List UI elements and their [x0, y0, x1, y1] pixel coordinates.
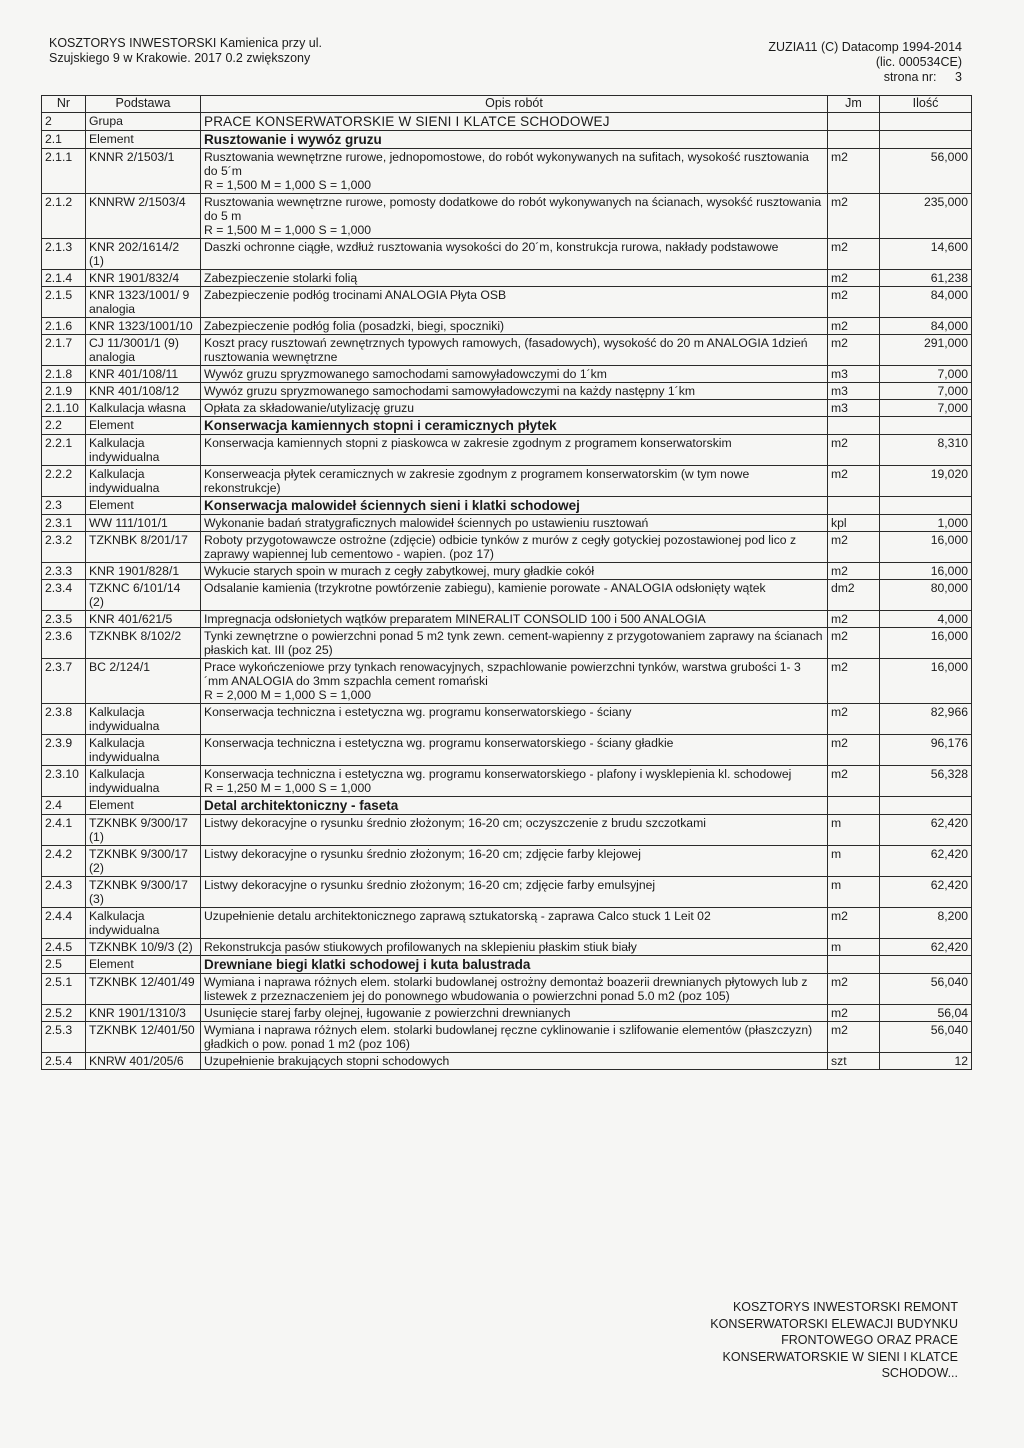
table-row — [42, 515, 972, 532]
calculation-params: R = 1,500 M = 1,000 S = 1,000 — [204, 223, 372, 237]
cell-opis — [201, 466, 828, 497]
cell-nr: 2.5.4 — [42, 1053, 86, 1070]
cell-jm: m2 — [828, 659, 880, 704]
cell-nr: 2.2.2 — [42, 466, 86, 497]
description-text: Konserwacja malowideł ściennych sieni i klatki schodowej — [204, 498, 580, 513]
description-text: Rusztowania wewnętrzne rurowe, jednopomostowe, do robót wykonywanych na sufitach, wysokość rusztowania do 5´m — [204, 150, 809, 178]
cell-nr: 2.3.9 — [42, 735, 86, 766]
cell-podstawa: KNR 1323/1001/10 — [86, 318, 201, 335]
cell-ilosc: 16,000 — [880, 659, 972, 704]
table-row — [42, 563, 972, 580]
cell-ilosc: 8,200 — [880, 908, 972, 939]
page-number: 3 — [955, 70, 962, 84]
cell-ilosc: 80,000 — [880, 580, 972, 611]
cell-nr: 2.2 — [42, 417, 86, 435]
cell-ilosc — [880, 497, 972, 515]
cell-opis — [201, 580, 828, 611]
cell-opis — [201, 628, 828, 659]
description-text: Konserwacja techniczna i estetyczna wg. programu konserwatorskiego - plafony i wysklepienia kl. schodowej — [204, 767, 792, 781]
cell-jm: m2 — [828, 1005, 880, 1022]
table-row — [42, 532, 972, 563]
cell-nr: 2.4.3 — [42, 877, 86, 908]
description-text: Rusztowanie i wywóz gruzu — [204, 132, 382, 147]
cell-podstawa: TZKNBK 8/201/17 — [86, 532, 201, 563]
cell-nr: 2.4.2 — [42, 846, 86, 877]
description-text: Konserweacja płytek ceramicznych w zakresie zgodnym z programem konserwatorskim (w tym nowe rekonstrukcje) — [204, 467, 750, 495]
cell-ilosc: 16,000 — [880, 532, 972, 563]
cell-podstawa: Kalkulacja indywidualna — [86, 766, 201, 797]
cell-nr: 2.3.7 — [42, 659, 86, 704]
footer-line: SCHODOW... — [881, 1366, 958, 1380]
footer-line: KOSZTORYS INWESTORSKI REMONT — [732, 1300, 958, 1314]
cell-opis — [201, 974, 828, 1005]
cell-nr: 2.4 — [42, 797, 86, 815]
cell-ilosc — [880, 417, 972, 435]
cell-jm: m — [828, 846, 880, 877]
cell-podstawa: BC 2/124/1 — [86, 659, 201, 704]
cell-nr: 2.2.1 — [42, 435, 86, 466]
cell-jm: m2 — [828, 318, 880, 335]
description-text: Listwy dekoracyjne o rysunku średnio złożonym; 16-20 cm; zdjęcie farby emulsyjnej — [204, 878, 656, 892]
cell-jm: m3 — [828, 383, 880, 400]
cell-ilosc: 7,000 — [880, 366, 972, 383]
cell-jm: m2 — [828, 611, 880, 628]
cell-opis — [201, 939, 828, 956]
table-row — [42, 1005, 972, 1022]
cell-nr: 2.4.1 — [42, 815, 86, 846]
table-row — [42, 1022, 972, 1053]
cell-opis — [201, 611, 828, 628]
cell-podstawa: KNNRW 2/1503/4 — [86, 194, 201, 239]
cell-ilosc: 16,000 — [880, 563, 972, 580]
table-row — [42, 287, 972, 318]
table-row — [42, 939, 972, 956]
cell-nr: 2.1 — [42, 131, 86, 149]
cell-jm: m — [828, 815, 880, 846]
cell-opis — [201, 797, 828, 815]
cell-ilosc: 7,000 — [880, 400, 972, 417]
cell-podstawa: KNR 1901/1310/3 — [86, 1005, 201, 1022]
cell-nr: 2.1.2 — [42, 194, 86, 239]
cell-jm: kpl — [828, 515, 880, 532]
description-text: Konserwacja techniczna i estetyczna wg. programu konserwatorskiego - ściany — [204, 705, 632, 719]
description-text: Detal architektoniczny - faseta — [204, 798, 399, 813]
footer-line: KONSERWATORSKI ELEWACJI BUDYNKU — [710, 1316, 958, 1331]
cell-podstawa: TZKNBK 10/9/3 (2) — [86, 939, 201, 956]
cell-opis — [201, 532, 828, 563]
cell-ilosc: 56,000 — [880, 149, 972, 194]
cell-jm: m2 — [828, 335, 880, 366]
table-row — [42, 466, 972, 497]
cell-jm: m — [828, 877, 880, 908]
cell-opis — [201, 908, 828, 939]
cell-nr: 2.3.8 — [42, 704, 86, 735]
cell-ilosc: 56,040 — [880, 974, 972, 1005]
cell-nr: 2.5.2 — [42, 1005, 86, 1022]
cell-ilosc: 84,000 — [880, 287, 972, 318]
cell-ilosc — [880, 956, 972, 974]
cell-jm — [828, 797, 880, 815]
cell-jm — [828, 131, 880, 149]
description-text: Zabezpieczenie stolarki folią — [204, 271, 358, 285]
table-row — [42, 628, 972, 659]
document-header-left — [49, 36, 322, 66]
cell-ilosc: 61,238 — [880, 270, 972, 287]
document-header-right — [768, 40, 962, 85]
description-text: Odsalanie kamienia (trzykrotne powtórzenie zabiegu), kamienie porowate - ANALOGIA odsłonięty wątek — [204, 581, 766, 595]
column-header-ilosc: Ilość — [880, 96, 972, 113]
document-title-line2: Szujskiego 9 w Krakowie. 2017 0.2 zwiększony — [49, 51, 311, 65]
cell-nr: 2.5.1 — [42, 974, 86, 1005]
document-footer — [710, 1299, 958, 1382]
cell-opis — [201, 366, 828, 383]
cell-podstawa: WW 111/101/1 — [86, 515, 201, 532]
cell-podstawa: CJ 11/3001/1 (9) analogia — [86, 335, 201, 366]
cell-opis — [201, 735, 828, 766]
cell-jm: m2 — [828, 974, 880, 1005]
table-header-row — [42, 96, 972, 113]
cell-nr: 2.3.1 — [42, 515, 86, 532]
cell-opis — [201, 270, 828, 287]
description-text: Drewniane biegi klatki schodowej i kuta balustrada — [204, 957, 531, 972]
table-row — [42, 194, 972, 239]
cell-podstawa: KNR 1901/832/4 — [86, 270, 201, 287]
cell-nr: 2.3.4 — [42, 580, 86, 611]
cell-opis — [201, 417, 828, 435]
cell-podstawa: Element — [86, 417, 201, 435]
cell-jm: m2 — [828, 270, 880, 287]
cell-ilosc: 4,000 — [880, 611, 972, 628]
cell-ilosc: 56,04 — [880, 1005, 972, 1022]
cell-podstawa: KNR 1901/828/1 — [86, 563, 201, 580]
description-text: Koszt pracy rusztowań zewnętrznych typowych ramowych, (fasadowych), wysokość do 20 m ANALOGIA 1dzień rusztowania wewnętrzne — [204, 336, 808, 364]
cell-nr: 2.1.1 — [42, 149, 86, 194]
cell-jm — [828, 956, 880, 974]
footer-line: KONSERWATORSKIE W SIENI I KLATCE — [722, 1349, 958, 1364]
cell-podstawa: Element — [86, 131, 201, 149]
cell-podstawa: KNR 1323/1001/ 9 analogia — [86, 287, 201, 318]
cell-podstawa: TZKNBK 9/300/17 (2) — [86, 846, 201, 877]
element-row — [42, 131, 972, 149]
table-row — [42, 239, 972, 270]
cell-jm: m2 — [828, 239, 880, 270]
cell-opis — [201, 149, 828, 194]
cell-podstawa: KNNR 2/1503/1 — [86, 149, 201, 194]
table-row — [42, 766, 972, 797]
cell-podstawa: Element — [86, 797, 201, 815]
cell-podstawa: KNRW 401/205/6 — [86, 1053, 201, 1070]
description-text: Wymiana i naprawa różnych elem. stolarki budowlanej ręczne cyklinowanie i szlifowanie elementów (płaszczyzn) gładkich o pow. ponad 1 m2 (poz 106) — [204, 1023, 813, 1051]
cell-nr: 2.5 — [42, 956, 86, 974]
cell-ilosc — [880, 113, 972, 131]
table-row — [42, 270, 972, 287]
table-row — [42, 659, 972, 704]
table-row — [42, 704, 972, 735]
cell-jm: m2 — [828, 287, 880, 318]
cell-podstawa: Kalkulacja własna — [86, 400, 201, 417]
cell-jm: m2 — [828, 194, 880, 239]
cell-opis — [201, 335, 828, 366]
cell-ilosc: 82,966 — [880, 704, 972, 735]
cell-podstawa: KNR 401/108/12 — [86, 383, 201, 400]
cell-jm: m2 — [828, 563, 880, 580]
cell-jm: m2 — [828, 466, 880, 497]
cell-nr: 2.5.3 — [42, 1022, 86, 1053]
cell-jm: m2 — [828, 766, 880, 797]
element-row — [42, 797, 972, 815]
column-header-nr: Nr — [42, 96, 86, 113]
cell-nr: 2.3.2 — [42, 532, 86, 563]
cell-ilosc: 19,020 — [880, 466, 972, 497]
table-row — [42, 815, 972, 846]
description-text: Zabezpieczenie podłóg trocinami ANALOGIA Płyta OSB — [204, 288, 507, 302]
cell-ilosc: 56,040 — [880, 1022, 972, 1053]
cell-ilosc: 291,000 — [880, 335, 972, 366]
cell-opis — [201, 563, 828, 580]
cell-jm: m2 — [828, 435, 880, 466]
description-text: PRACE KONSERWATORSKIE W SIENI I KLATCE SCHODOWEJ — [204, 114, 610, 129]
license-label: (lic. 000534CE) — [875, 55, 962, 69]
cell-ilosc: 62,420 — [880, 877, 972, 908]
description-text: Listwy dekoracyjne o rysunku średnio złożonym; 16-20 cm; oczyszczenie z brudu szczotkami — [204, 816, 706, 830]
table-row — [42, 611, 972, 628]
cell-podstawa: TZKNBK 9/300/17 (1) — [86, 815, 201, 846]
cell-ilosc: 62,420 — [880, 846, 972, 877]
description-text: Rekonstrukcja pasów stiukowych profilowanych na sklepieniu płaskim stiuk biały — [204, 940, 637, 954]
description-text: Listwy dekoracyjne o rysunku średnio złożonym; 16-20 cm; zdjęcie farby klejowej — [204, 847, 641, 861]
page-indicator — [768, 70, 962, 85]
table-row — [42, 435, 972, 466]
cell-podstawa: TZKNBK 12/401/50 — [86, 1022, 201, 1053]
cell-ilosc: 96,176 — [880, 735, 972, 766]
cell-ilosc: 14,600 — [880, 239, 972, 270]
cell-jm — [828, 497, 880, 515]
cell-nr: 2.4.4 — [42, 908, 86, 939]
cell-nr: 2.4.5 — [42, 939, 86, 956]
cell-nr: 2.1.8 — [42, 366, 86, 383]
cell-nr: 2.1.7 — [42, 335, 86, 366]
cell-podstawa: Kalkulacja indywidualna — [86, 466, 201, 497]
cell-ilosc: 84,000 — [880, 318, 972, 335]
description-text: Usunięcie starej farby olejnej, ługowanie z powierzchni drewnianych — [204, 1006, 571, 1020]
cell-jm: m2 — [828, 149, 880, 194]
description-text: Wykonanie badań stratygraficznych malowideł ściennych po ustawieniu rusztowań — [204, 516, 649, 530]
description-text: Uzupełnienie detalu architektonicznego zaprawą sztukatorską - zaprawa Calco stuck 1 Leit 02 — [204, 909, 711, 923]
cell-nr: 2.3.3 — [42, 563, 86, 580]
cell-jm: m3 — [828, 400, 880, 417]
cell-opis — [201, 704, 828, 735]
description-text: Wymiana i naprawa różnych elem. stolarki budowlanej ostrożny demontaż boazerii drewnianych płytowych lub z listewek z przeznaczeniem jej do ponownego wbudowania o powierzchni ponad 5.0 m2 (poz 105) — [204, 975, 808, 1003]
description-text: Wywóz gruzu spryzmowanego samochodami samowyładowczymi na każdy następny 1´km — [204, 384, 695, 398]
cell-jm: m2 — [828, 908, 880, 939]
cell-podstawa: KNR 401/108/11 — [86, 366, 201, 383]
cell-opis — [201, 815, 828, 846]
description-text: Uzupełnienie brakujących stopni schodowych — [204, 1054, 450, 1068]
cell-opis — [201, 956, 828, 974]
cell-ilosc: 12 — [880, 1053, 972, 1070]
cell-podstawa: Element — [86, 956, 201, 974]
cell-ilosc: 56,328 — [880, 766, 972, 797]
table-row — [42, 877, 972, 908]
description-text: Wywóz gruzu spryzmowanego samochodami samowyładowczymi do 1´km — [204, 367, 607, 381]
cell-nr: 2.1.9 — [42, 383, 86, 400]
cell-podstawa: TZKNBK 8/102/2 — [86, 628, 201, 659]
cell-podstawa: TZKNBK 9/300/17 (3) — [86, 877, 201, 908]
description-text: Rusztowania wewnętrzne rurowe, pomosty dodatkowe do robót wykonywanych na ścianach, wysokść rusztowania do 5 m — [204, 195, 822, 223]
software-label: ZUZIA11 (C) Datacomp 1994-2014 — [768, 40, 962, 54]
table-row — [42, 1053, 972, 1070]
cell-ilosc: 1,000 — [880, 515, 972, 532]
description-text: Konserwacja techniczna i estetyczna wg. programu konserwatorskiego - ściany gładkie — [204, 736, 674, 750]
column-header-podstawa: Podstawa — [86, 96, 201, 113]
cell-nr: 2.1.10 — [42, 400, 86, 417]
cell-opis — [201, 318, 828, 335]
cell-opis — [201, 400, 828, 417]
table-row — [42, 580, 972, 611]
cell-opis — [201, 131, 828, 149]
table-row — [42, 846, 972, 877]
cell-jm: m — [828, 939, 880, 956]
cell-podstawa: KNR 202/1614/2 (1) — [86, 239, 201, 270]
table-row — [42, 974, 972, 1005]
cell-podstawa: Kalkulacja indywidualna — [86, 908, 201, 939]
description-text: Wykucie starych spoin w murach z cegły zabytkowej, mury gładkie cokół — [204, 564, 595, 578]
cell-jm: m2 — [828, 1022, 880, 1053]
cell-opis — [201, 846, 828, 877]
calculation-params: R = 2,000 M = 1,000 S = 1,000 — [204, 688, 372, 702]
cell-jm: m2 — [828, 735, 880, 766]
cell-podstawa: Grupa — [86, 113, 201, 131]
cell-nr: 2 — [42, 113, 86, 131]
description-text: Impregnacja odsłonietych wątków preparatem MINERALIT CONSOLID 100 i 500 ANALOGIA — [204, 612, 706, 626]
cell-nr: 2.3.5 — [42, 611, 86, 628]
cell-jm: m2 — [828, 704, 880, 735]
table-row — [42, 149, 972, 194]
table-row — [42, 400, 972, 417]
table-row — [42, 366, 972, 383]
cell-ilosc: 235,000 — [880, 194, 972, 239]
cell-ilosc: 62,420 — [880, 815, 972, 846]
cell-opis — [201, 435, 828, 466]
cell-podstawa: KNR 401/621/5 — [86, 611, 201, 628]
description-text: Opłata za składowanie/utylizację gruzu — [204, 401, 415, 415]
cell-podstawa: Kalkulacja indywidualna — [86, 435, 201, 466]
cell-opis — [201, 497, 828, 515]
cell-ilosc: 16,000 — [880, 628, 972, 659]
cell-podstawa: Kalkulacja indywidualna — [86, 704, 201, 735]
description-text: Tynki zewnętrzne o powierzchni ponad 5 m2 tynk zewn. cement-wapienny z przygotowaniem zaprawy na ścianach płaskich kat. III (poz 25) — [204, 629, 823, 657]
cell-nr: 2.3 — [42, 497, 86, 515]
element-row — [42, 956, 972, 974]
cell-podstawa: Element — [86, 497, 201, 515]
cell-opis — [201, 194, 828, 239]
cell-jm: m2 — [828, 628, 880, 659]
cell-jm: m3 — [828, 366, 880, 383]
cell-opis — [201, 239, 828, 270]
table-row — [42, 908, 972, 939]
cell-opis — [201, 287, 828, 318]
element-row — [42, 417, 972, 435]
cell-opis — [201, 1005, 828, 1022]
cell-podstawa: TZKNBK 12/401/49 — [86, 974, 201, 1005]
cell-jm: dm2 — [828, 580, 880, 611]
cell-podstawa: TZKNC 6/101/14 (2) — [86, 580, 201, 611]
cell-opis — [201, 659, 828, 704]
cost-estimate-table — [41, 95, 972, 1070]
cell-ilosc: 62,420 — [880, 939, 972, 956]
cell-jm: m2 — [828, 532, 880, 563]
cell-nr: 2.1.5 — [42, 287, 86, 318]
description-text: Konserwacja kamiennych stopni i ceramicznych płytek — [204, 418, 557, 433]
cell-nr: 2.3.6 — [42, 628, 86, 659]
column-header-opis: Opis robót — [201, 96, 828, 113]
cell-jm: szt — [828, 1053, 880, 1070]
cell-nr: 2.1.6 — [42, 318, 86, 335]
description-text: Prace wykończeniowe przy tynkach renowacyjnych, szpachlowanie powierzchni tynków, warstwa grubości 1- 3´mm ANALOGIA do 3mm szpachla cement romański — [204, 660, 801, 688]
table-row — [42, 318, 972, 335]
cell-nr: 2.1.3 — [42, 239, 86, 270]
group-row — [42, 113, 972, 131]
cell-opis — [201, 515, 828, 532]
table-row — [42, 383, 972, 400]
element-row — [42, 497, 972, 515]
cell-opis — [201, 766, 828, 797]
cell-jm — [828, 417, 880, 435]
table-row — [42, 735, 972, 766]
table-row — [42, 335, 972, 366]
cell-opis — [201, 113, 828, 131]
page-label: strona nr: — [883, 70, 937, 84]
cell-opis — [201, 1022, 828, 1053]
cell-ilosc — [880, 131, 972, 149]
cell-podstawa: Kalkulacja indywidualna — [86, 735, 201, 766]
cell-ilosc — [880, 797, 972, 815]
calculation-params: R = 1,500 M = 1,000 S = 1,000 — [204, 178, 372, 192]
cell-opis — [201, 383, 828, 400]
description-text: Roboty przygotowawcze ostrożne (zdjęcie) odbicie tynków z murów z cegły gotyckiej pozostawionej pod lico z zaprawy wapiennej lub cementowo - wapien. (poz 17) — [204, 533, 797, 561]
cell-opis — [201, 1053, 828, 1070]
cell-ilosc: 7,000 — [880, 383, 972, 400]
description-text: Daszki ochronne ciągłe, wzdłuż rusztowania wysokości do 20´m, konstrukcja rurowa, nakłady podstawowe — [204, 240, 779, 254]
cell-nr: 2.3.10 — [42, 766, 86, 797]
cell-opis — [201, 877, 828, 908]
cell-jm — [828, 113, 880, 131]
cell-nr: 2.1.4 — [42, 270, 86, 287]
column-header-jm: Jm — [828, 96, 880, 113]
description-text: Zabezpieczenie podłóg folia (posadzki, biegi, spoczniki) — [204, 319, 505, 333]
document-title-line1: KOSZTORYS INWESTORSKI Kamienica przy ul. — [49, 36, 322, 50]
description-text: Konserwacja kamiennych stopni z piaskowca w zakresie zgodnym z programem konserwatorskim — [204, 436, 732, 450]
footer-line: FRONTOWEGO ORAZ PRACE — [781, 1333, 958, 1347]
calculation-params: R = 1,250 M = 1,000 S = 1,000 — [204, 781, 372, 795]
cell-ilosc: 8,310 — [880, 435, 972, 466]
